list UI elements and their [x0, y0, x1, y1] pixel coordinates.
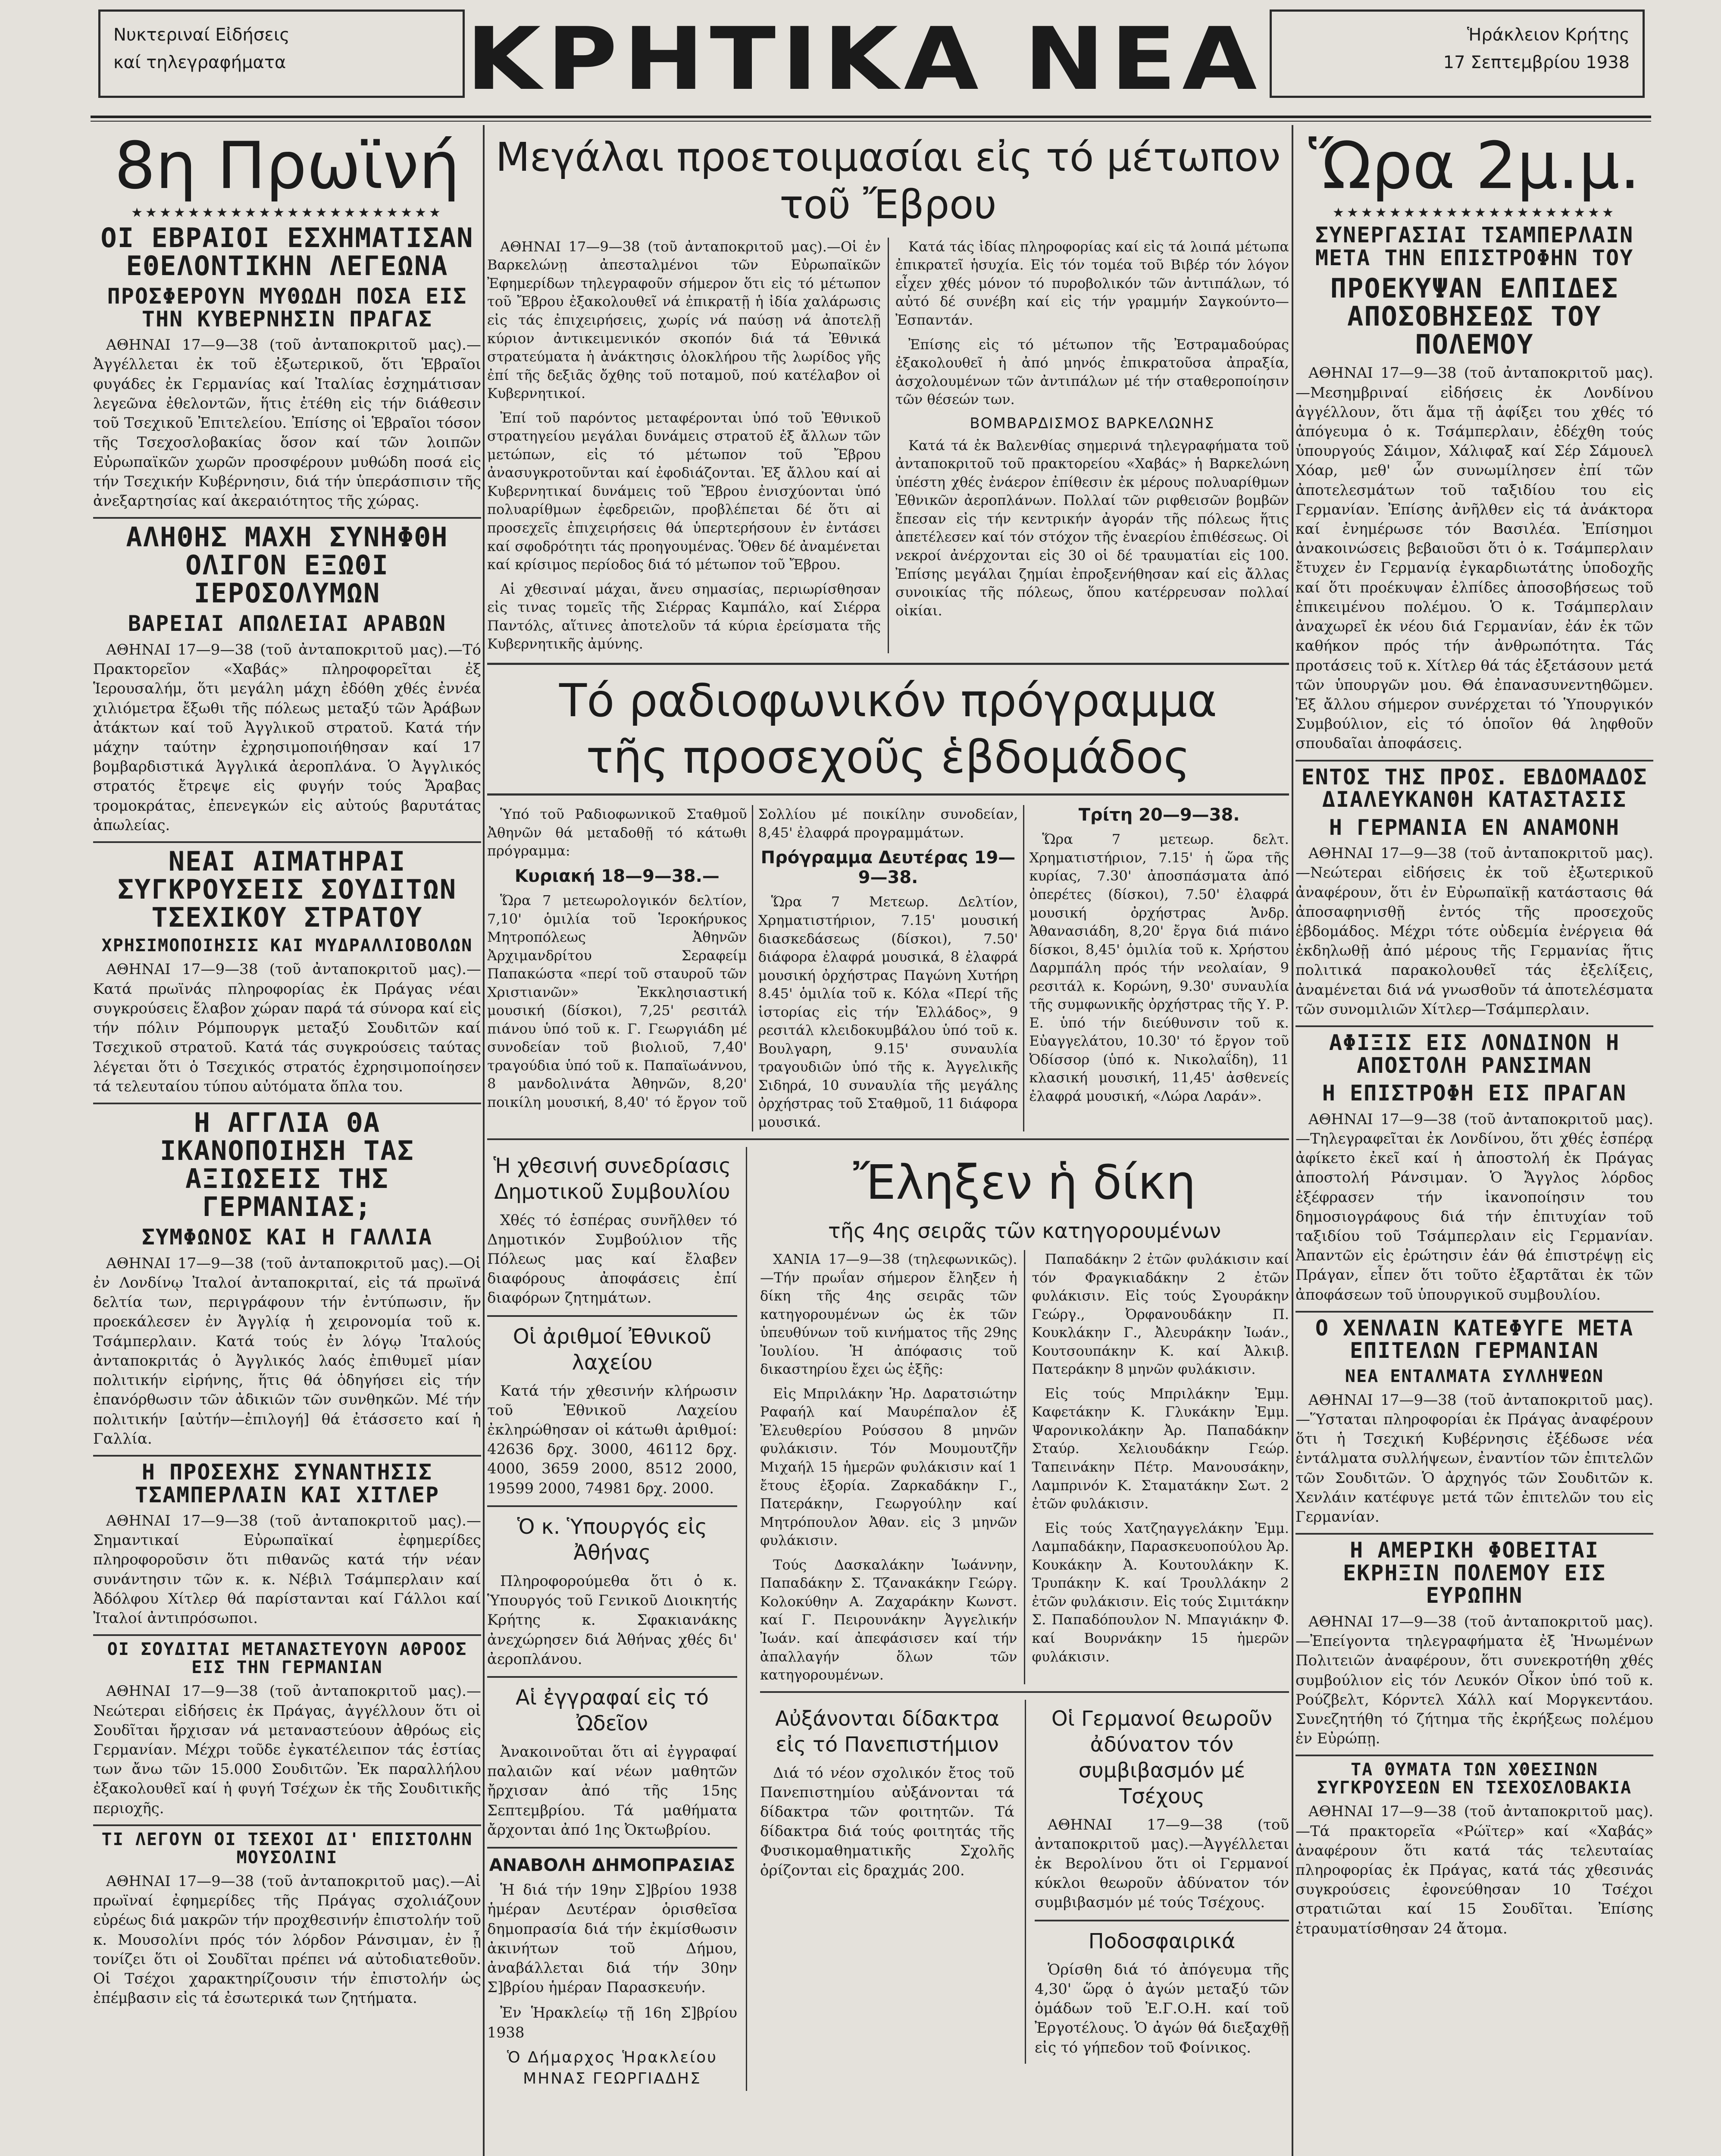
- program-day-heading: Τρίτη 20—9—38.: [1078, 805, 1240, 825]
- article-body: Ὁρίσθη διά τό ἀπόγευμα τῆς 4,30' ὥρᾳ ὁ ἀγών μεταξύ τῶν ὁμάδων τοῦ Ἐ.Γ.Ο.Η. καί τοῦ Ἐργοτέλους. Ὁ ἀγών θά διεξαχθῇ εἰς τό γήπεδον τοῦ Φοίνικος.: [1035, 1961, 1289, 2056]
- masthead-left-line2: καί τηλεγραφήματα: [113, 53, 286, 72]
- article-body: ΑΘΗΝΑΙ 17—9—38 (τοῦ ἀνταποκριτοῦ μας).—Αἱ πρωϊναί ἐφημερίδες τῆς Πράγας σχολιάζουν εὐρέως διά μακρῶν τήν προχθεσινήν ἐπιστολήν τοῦ κ. Μουσολίνι πρός τόν λόρδον Ράνσιμαν, ἐν ᾗ τονίζει ὅτι οἱ Σουδῖται πρέπει νά αὐτοδιατεθοῦν. Οἱ Τσέχοι χαρακτηρίζουσιν τήν ἐπιστολήν ὡς ἐπέμβασιν εἰς τά ἐσωτερικά των ζητήματα.: [93, 1872, 481, 2007]
- radio-program-headline: [487, 663, 1289, 796]
- notice-place-date: Ἐν Ἡρακλείῳ τῇ 16η Σ]βρίου 1938: [487, 2004, 737, 2041]
- article-headline: ΤΙ ΛΕΓΟΥΝ ΟΙ ΤΣΕΧΟΙ ΔΙ' ΕΠΙΣΤΟΛΗΝ ΜΟΥΣΟΛΙΝΙ: [93, 1824, 481, 1867]
- article-headline: Οἱ ἀριθμοί Ἐθνικοῦ λαχείου: [513, 1324, 712, 1375]
- article-headline: ΣΥΝΕΡΓΑΣΙΑΙ ΤΣΑΜΠΕΡΛΑΙΝ ΜΕΤΑ ΤΗΝ ΕΠΙΣΤΡΟΦΗΝ ΤΟΥ: [1315, 222, 1634, 270]
- article-subheading: ΒΟΜΒΑΡΔΙΣΜΟΣ ΒΑΡΚΕΛΩΝΗΣ: [970, 414, 1215, 432]
- tuition-article: [760, 1700, 1014, 2064]
- program-day-heading: Πρόγραμμα Δευτέρας 19—9—38.: [760, 848, 1016, 888]
- lower-section: [487, 1147, 1289, 2091]
- masthead-right-box: [1270, 9, 1645, 98]
- column-middle: [487, 129, 1289, 2156]
- section-rule: [487, 1315, 737, 1317]
- tuition-headline-line1: Αὐξάνονται δίδακτρα: [775, 1706, 999, 1731]
- program-day-heading: Κυριακή 18—9—38.—: [514, 866, 720, 886]
- article-headline: Μεγάλαι προετοιμασίαι εἰς τό μέτωπον τοῦ Ἔβρου: [495, 134, 1281, 228]
- article-body: Τούς Δασκαλάκην Ἰωάννην, Παπαδάκην Σ. Τζανακάκην Γεώργ. Κολοκύθην Α. Ζαχαράκην Κωνστ. καί Γ. Πειρουνάκην Ἀγγελικήν Ἰωάν. καί ἀπεφάσισεν καί τήν ἀπαλλαγήν ὅλων τῶν κατηγορουμένων.: [760, 1556, 1017, 1683]
- masthead-right-line2: 17 Σεπτεμβρίου 1938: [1443, 53, 1630, 72]
- trial-body-columns: [760, 1250, 1289, 1684]
- masthead-right-line1: Ἡράκλειον Κρήτης: [1467, 25, 1630, 45]
- article-body: Ἐπί τοῦ παρόντος μεταφέρονται ὑπό τοῦ Ἐθνικοῦ στρατηγείου μεγάλαι δυνάμεις στρατοῦ ἐξ ἄλλων τῶν μετώπων, εἰς τό μέτωπον τοῦ Ἔβρου ἀνασυγκροτοῦνται καί ἐφοδιάζονται. Ἐξ ἄλλου καί αἱ Κυβερνητικαί δυνάμεις τοῦ Ἔβρου ἐνισχύονται ὑπό πολυαρίθμων ἐφεδρειῶν, προβλέπεται δέ ὅτι αἱ προσεχεῖς ἐπιχειρήσεις θά ὑπερτερήσουν ἐν ἐντάσει καί σφοδρότητι τάς προηγουμένας. Ὅθεν δέ ἀναμένεται καί κρίσιμος περίοδος διά τό μέτωπον τοῦ Ἔβρου.: [487, 409, 881, 573]
- article-subheadline: Η ΕΠΙΣΤΡΟΦΗ ΕΙΣ ΠΡΑΓΑΝ: [1322, 1081, 1627, 1106]
- council-headline-line2: Δημοτικοῦ Συμβουλίου: [494, 1179, 730, 1204]
- column-divider-1: [483, 125, 485, 2156]
- article-subheadline: Η ΓΕΡΜΑΝΙΑ ΕΝ ΑΝΑΜΟΝΗ: [1329, 815, 1620, 840]
- germans-headline-line1: Οἱ Γερμανοί θεωροῦν: [1051, 1706, 1273, 1731]
- column-left: [93, 129, 481, 2156]
- article-body: Κατά τά ἐκ Βαλενθίας σημερινά τηλεγραφήματα τοῦ ἀνταποκριτοῦ τοῦ πρακτορείου «Χαβάς» ἡ Βαρκελώνη ὑπέστη χθές ἐνάερον ἐπίθεσιν ἐκ μέρους πολυαρίθμων Ἐθνικῶν ἀεροπλάνων. Πολλαί τῶν ριφθεισῶν βομβῶν ἔπεσαν εἰς τήν κεντρικήν ἀγοράν τῆς πόλεως ἥτις ἀπετέλεσεν καί τόν στόχον τῆς ἐναερίου ἐπιθέσεως. Οἱ νεκροί ἀνέρχονται εἰς 30 οἱ δέ τραυματίαι εἰς 100. Ἐπίσης μεγάλαι ζημίαι ἐπροξενήθησαν καί εἰς ἄλλας συνοικίας τῆς πόλεως, ὅπου κατέρρευσαν πολλαί οἰκίαι.: [895, 437, 1289, 619]
- germans-headline-line2: ἀδύνατον τόν συμβιβασμόν μέ Τσέχους: [1078, 1732, 1245, 1808]
- article-body: Κατά τήν χθεσινήν κλήρωσιν τοῦ Ἐθνικοῦ Λαχείου ἐκληρώθησαν οἱ κάτωθι ἀριθμοί: 42636 δρχ. 3000, 46112 δρχ. 4000, 3659 2000, 8512 2000, 19599 2000, 74981 δρχ. 2000.: [487, 1382, 737, 1497]
- article-headline: ΑΝΑΒΟΛΗ ΔΗΜΟΠΡΑΣΙΑΣ: [489, 1855, 735, 1876]
- section-rule: [487, 1847, 737, 1849]
- article-body: Κατά τάς ἰδίας πληροφορίας καί εἰς τά λοιπά μέτωπα ἐπικρατεῖ ἡσυχία. Εἰς τόν τομέα τοῦ Βιβέρ τόν λόγον εἶχεν χθές μόνον τό πυροβολικόν τῶν ἀντιπάλων, τό αὐτό δέ συνέβη καί εἰς τήν γραμμήν Σαγκούντο—Ἐσπαντάν.: [895, 238, 1289, 328]
- article-headline: ΤΑ ΘΥΜΑΤΑ ΤΩΝ ΧΘΕΣΙΝΩΝ ΣΥΓΚΡΟΥΣΕΩΝ ΕΝ ΤΣΕΧΟΣΛΟΒΑΚΙΑ: [1295, 1755, 1653, 1797]
- article-body: ΑΘΗΝΑΙ 17—9—38 (τοῦ ἀνταποκριτοῦ μας).—Ἀγγέλλεται ἐκ τοῦ ἐξωτερικοῦ, ὅτι Ἑβραῖοι φυγάδες ἐκ Γερμανίας καί Ἰταλίας ἐσχημάτισαν λεγεῶνα ἐθελοντῶν, ἥτις ἐτέθη εἰς τήν διάθεσιν τοῦ Τσεχικοῦ Ἐπιτελείου. Ἐπίσης οἱ Ἑβραῖοι τόσον τῆς Τσεχοσλοβακίας ὅσον καί τῶν λοιπῶν Εὐρωπαϊκῶν χωρῶν προσφέρουν μυθώδη ποσά εἰς τήν Τσεχικήν Κυβέρνησιν, διά τήν ὑπεράσπισιν τῆς ἀνεξαρτησίας καί ἀκεραιότητος τῆς χώρας.: [93, 336, 481, 510]
- article-body: ΑΘΗΝΑΙ 17—9—38 (τοῦ ἀνταποκριτοῦ μας).—Ἐπείγοντα τηλεγραφήματα ἐξ Ἡνωμένων Πολιτειῶν ἀναφέρουν, ὅτι συνεκροτήθη χθές συμβούλιον εἰς τόν Λευκόν Οἶκον ὑπό τοῦ κ. Ρούζβελτ, Κόρντελ Χάλλ καί Μοργκεντάου. Συνεζητήθη τό ζήτημα τῆς ἐκρήξεως πολέμου ἐν Εὐρώπῃ.: [1295, 1613, 1653, 1748]
- article-headline: [760, 1706, 1014, 1758]
- column-divider-2: [1292, 125, 1293, 2156]
- trial-subheadline: τῆς 4ης σειρᾶς τῶν κατηγορουμένων: [828, 1219, 1221, 1244]
- article-body: Εἰς Μπριλάκην Ἡρ. Δαρατσιώτην Ραφαήλ καί Μαυρέπαλον ἐξ Ἐλευθερίου Ρούσσου 8 μηνῶν φυλάκισιν. Τόν Μουμουτζῆν Μιχαήλ 15 ἡμερῶν φυλάκισιν καί 1 ἔτους ἐξορία. Ζαρκαδάκην Γ., Πατεράκην, Γεωργούλην καί Μητρόπουλον Ἀθαν. εἰς 3 μηνῶν φυλάκισιν.: [760, 1385, 1017, 1549]
- article-headline: Αἱ ἐγγραφαί εἰς τό Ὠδεῖον: [516, 1686, 709, 1736]
- article-body: Ἡ διά τήν 19ην Σ]βρίου 1938 ἡμέραν Δευτέραν ὁρισθεῖσα δημοπρασία διά τήν ἐκμίσθωσιν ἀκινήτων τοῦ Δήμου, ἀναβάλλεται διά τήν 30ην Σ]βρίου ἡμέραν Παρασκευήν.: [487, 1881, 737, 1996]
- article-body: Ὑπό τοῦ Ραδιοφωνικοῦ Σταθμοῦ Ἀθηνῶν θά μεταδοθῇ τό κάτωθι πρόγραμμα:: [487, 806, 747, 859]
- notice-signature-title: Ὁ Δήμαρχος Ἡρακλείου: [507, 2048, 717, 2066]
- section-rule: [760, 1691, 1289, 1693]
- article-subheadline: ΠΡΟΣΦΕΡΟΥΝ ΜΥΘΩΔΗ ΠΟΣΑ ΕΙΣ ΤΗΝ ΚΥΒΕΡΝΗΣΙΝ ΠΡΑΓΑΣ: [107, 284, 467, 332]
- section-rule: [487, 1138, 1289, 1140]
- article-body: ΧΑΝΙΑ 17—9—38 (τηλεφωνικῶς).—Τήν πρωΐαν σήμερον ἔληξεν ἡ δίκη τῆς 4ης σειρᾶς τῶν κατηγορουμένων ὡς ἐκ τῶν ὑπευθύνων τοῦ κινήματος τῆς 29ης Ἰουλίου. Ἡ ἀπόφασις τοῦ δικαστηρίου ἔχει ὡς ἑξῆς:: [760, 1251, 1017, 1378]
- germans-article: [1025, 1700, 1289, 2064]
- morning-edition-header: 8η Πρωϊνή: [114, 129, 460, 204]
- column-right: [1295, 129, 1653, 2156]
- article-headline: Ποδοσφαιρικά: [1088, 1929, 1236, 1953]
- notice-signature-name: ΜΗΝΑΣ ΓΕΩΡΓΙΑΔΗΣ: [523, 2069, 701, 2087]
- article-body: Ἐπίσης εἰς τό μέτωπον τῆς Ἐστραμαδούρας ἐξακολουθεῖ ἡ ἀπό μηνός ἐπικρατοῦσα ἀπραξία, ἀσχολουμένων τῶν ἀντιπάλων μέ τήν σταθεροποίησιν τῶν θέσεών των.: [895, 336, 1289, 408]
- article-body: Ὥρα 7 μετεωρολογικόν δελτίον, 7,10' ὁμιλία τοῦ Ἱεροκήρυκος Μητροπόλεως Ἀθηνῶν Ἀρχιμανδρίτου Σεραφείμ Παπακώστα «περί τοῦ σταυροῦ τῶν Χριστιανῶν» Ἐκκλησιαστική μουσική (δίσκοι), 7,25' ρεσιτάλ πιάνου ὑπό τοῦ κ. Γ. Γεωργιάδη μέ συνοδείαν τοῦ βιολιοῦ, 7,40' τραγούδια ὑπό τοῦ κ. Παπαϊωάννου, 8 μανδολινάτα Ἀθηνῶν, 8,20' ποικίλη μουσική, 8,40' τό ἔργον τοῦ Σολλίου μέ ποικίλην συνοδείαν, 8,45' ἐλαφρά προγραμμάτων.: [487, 806, 1018, 1110]
- article-body: Ὥρα 7 μετεωρ. δελτ. Χρηματιστήριον, 7.15' ἡ ὥρα τῆς κυρίας, 7.30' ἀποσπάσματα ἀπό ὀπερέτες (δίσκοι), 7.50' ἐλαφρά μουσική ὀρχήστρας Ἀνδρ. Ἀθανασιάδη, 8,20' ἔργα διά πιάνο δίσκοι, 8,45' ὁμιλία τοῦ κ. Χρήστου Δαρμπάλη πρός τήν νεολαίαν, 9 ρεσιτάλ κ. Κορώνη, 9.30' συναυλία τῆς συμφωνικῆς ὀρχήστρας τῆς Υ. Ρ. Ε. ὑπό τήν διεύθυνσιν τοῦ κ. Εὐαγγελάτου, 10.30' τό ἔργον τοῦ Ὀδίσσορ (ὑπό κ. Νικολαΐδη), 11 κλασική μουσική, 11,45' ἀσθενείς ἐλαφρά μουσική, «Λώρα Λαράν».: [1029, 831, 1289, 1104]
- article-headline: [1035, 1706, 1289, 1809]
- article-subheadline: ΒΑΡΕΙΑΙ ΑΠΩΛΕΙΑΙ ΑΡΑΒΩΝ: [128, 611, 447, 636]
- article-body: Εἰς τούς Μπριλάκην Ἐμμ. Καφετάκην Κ. Γλυκάκην Ἐμμ. Ψαρονικολάκην Ἀρ. Παπαδάκην Σταύρ. Χελιουδάκην Γεώρ. Ταπεινάκην Πέτρ. Μανουσάκην, Λαμπρινόν Κ. Σταματάκην Σωτ. 2 ἐτῶν φυλάκισιν.: [1032, 1385, 1289, 1512]
- section-rule: [487, 1505, 737, 1507]
- tuition-headline-line2: εἰς τό Πανεπιστήμιον: [776, 1732, 999, 1757]
- article-body: ΑΘΗΝΑΙ 17—9—38 (τοῦ ἀνταποκριτοῦ μας).—Νεώτεραι εἰδήσεις ἐκ Πράγας, ἀγγέλλουν ὅτι οἱ Σουδῖται ἤρχισαν νά μεταναστεύουν ἀθρόως εἰς Γερμανίαν. Μέχρι τοῦδε ἐγκατέλειπον τάς ἑστίας των ἄνω τῶν 15.000 Σουδιτῶν. Ἐκ παραλλήλου ἐξακολουθεῖ καί ἡ φυγή Τσέχων ἐκ τῆς Σουδιτικῆς περιοχῆς.: [93, 1683, 481, 1817]
- article-body: Εἰς τούς Χατζηαγγελάκην Ἐμμ. Λαμπαδάκην, Παρασκευοπούλου Ἀρ. Κουκάκην Ἀ. Κουτουλάκην Κ. Τρυπάκην Κ. καί Τρουλλάκην 2 ἐτῶν φυλάκισιν. Εἰς τούς Σιμιτάκην Σ. Παπαδόπουλον Ν. Μπαγιάκην Φ. καί Βουρνάκην 15 ἡμερῶν φυλάκισιν.: [1032, 1520, 1289, 1665]
- masthead-left-line1: Νυκτεριναί Εἰδήσεις: [113, 25, 290, 45]
- article-body: ΑΘΗΝΑΙ 17—9—38 (τοῦ ἀνταποκριτοῦ μας).—Οἱ ἐν Βαρκελώνῃ ἀπεσταλμένοι τῶν Εὐρωπαϊκῶν Ἐφημερίδων τηλεγραφοῦν σήμερον ὅτι εἰς τό μέτωπον τοῦ Ἔβρου ἐξακολουθεῖ νά ἐπικρατῇ ἡ ἰδία χαλάρωσις εἰς τάς ἐπιχειρήσεις, χωρίς νά παύσῃ νά ἀποτελῇ κύριον ἀντικειμενικόν σκοπόν διά τά Ἐθνικά στρατεύματα ἡ ἀνάκτησις ὁλοκλήρου τῆς λωρίδος γῆς ἐπί τῆς δεξιᾶς ὄχθης τοῦ ποταμοῦ, πού κατέλαβον οἱ Κυβερνητικοί.: [487, 238, 881, 402]
- article-headline: ΑΛΗΘΗΣ ΜΑΧΗ ΣΥΝΗΦΘΗ ΟΛΙΓΟΝ ΕΞΩΘΙ ΙΕΡΟΣΟΛΥΜΩΝ: [93, 517, 481, 607]
- article-headline: ΕΝΤΟΣ ΤΗΣ ΠΡΟΣ. ΕΒΔΟΜΑΔΟΣ ΔΙΑΛΕΥΚΑΝΘΗ ΚΑΤΑΣΤΑΣΙΣ: [1295, 760, 1653, 811]
- article-body: ΑΘΗΝΑΙ 17—9—38 (τοῦ ἀνταποκριτοῦ μας).—Τηλεγραφεῖται ἐκ Λονδίνου, ὅτι χθές ἑσπέρᾳ ἀφίκετο ἐκεῖ καί ἡ ἀποστολή ἐκ Πράγας ἀποστολή Ράνσιμαν. Ὁ Ἄγγλος λόρδος ἐξέφρασεν τήν ἱκανοποίησιν του δημοσιογράφους διά τήν ἐπιτυχίαν τοῦ ταξιδίου τοῦ Τσάμπερλαιν εἰς Γερμανίαν. Ἀπαντῶν εἰς ἐρώτησιν ἐάν θά ἐπιστρέψῃ εἰς Πράγαν, εἶπεν ὅτι τοῦτο ἐξαρτᾶται ἐκ τῶν ἀποφάσεων τοῦ ὑπουργικοῦ συμβουλίου.: [1295, 1110, 1653, 1304]
- masthead-rule: [91, 116, 1651, 118]
- article-body: Διά τό νέον σχολικόν ἔτος τοῦ Πανεπιστημίου αὐξάνονται τά δίδακτρα τῶν φοιτητῶν. Τά δίδακτρα διά τούς φοιτητάς τῆς Φυσικομαθηματικῆς Σχολῆς ὁρίζονται εἰς δραχμάς 200.: [760, 1764, 1014, 1879]
- article-body: Ὥρα 7 Μετεωρ. Δελτίον, Χρηματιστήριον, 7.15' μουσική διασκεδάσεως (δίσκοι), 7.50' διάφορα ἐλαφρά μουσικά, 8 ἐλαφρά μουσική ὀρχήστρας Παγώνη Χυτήρη 8.45' ὁμιλία τοῦ κ. Κόλα «Περί τῆς ἱστορίας εἰς τήν Ἑλλάδος», 9 ρεσιτάλ κλειδοκυμβάλου ὑπό τοῦ κ. Βουλγαρη, 9.15' συναυλία τραγουδιῶν ὑπό τῆς κ. Ἀγγελικῆς Σιδηρά, 10 συναυλία τῆς μεγάλης ὀρχήστρας τοῦ Σταθμοῦ, 11 διάφορα μουσικά.: [758, 893, 1018, 1130]
- radio-headline-line2: τῆς προσεχοῦς ἑβδομάδος: [586, 731, 1190, 784]
- article-body: Πληροφορούμεθα ὅτι ὁ κ. Ὑπουργός τοῦ Γενικοῦ Διοικητής Κρήτης κ. Σφακιανάκης ἀνεχώρησεν διά Ἀθήνας χθές δι' ἀεροπλάνου.: [487, 1572, 737, 1668]
- bottom-articles: [760, 1700, 1289, 2064]
- article-subheadline: ΣΥΜΦΩΝΟΣ ΚΑΙ Η ΓΑΛΛΙΑ: [141, 1225, 433, 1250]
- star-divider: ★★★★★★★★★★★★★★★★★★★★: [1333, 205, 1616, 220]
- article-body-columns: [487, 238, 1289, 653]
- article-body: Παπαδάκην 2 ἐτῶν φυλάκισιν καί τόν Φραγκιαδάκην 2 ἐτῶν φυλάκισιν. Εἰς τούς Σγουράκην Γεώργ., Ὀρφανουδάκην Π. Κουκλάκην Γ., Ἀλευράκην Ἰωάν., Κουτσουπάκην Κ. καί Ἀλκιβ. Πατεράκην 8 μηνῶν φυλάκισιν.: [1032, 1251, 1289, 1378]
- article-body: Αἱ χθεσιναί μάχαι, ἄνευ σημασίας, περιωρίσθησαν εἰς τινας τομεῖς τῆς Σιέρρας Καμπάλο, καί Σιέρρα Παντόλς, αἵτινες ἀποτελοῦν τά κύρια ἐρείσματα τῆς Κυβερνητικῆς ἀμύνης.: [487, 580, 881, 652]
- masthead-left-box: [98, 9, 465, 98]
- article-headline: [487, 1153, 737, 1205]
- article-headline: ΟΙ ΕΒΡΑΙΟΙ ΕΣΧΗΜΑΤΙΣΑΝ ΕΘΕΛΟΝΤΙΚΗΝ ΛΕΓΕΩΝΑ: [100, 222, 474, 282]
- article-headline: Η ΠΡΟΣΕΧΗΣ ΣΥΝΑΝΤΗΣΙΣ ΤΣΑΜΠΕΡΛΑΙΝ ΚΑΙ ΧΙΤΛΕΡ: [93, 1455, 481, 1506]
- article-body: ΑΘΗΝΑΙ 17—9—38 (τοῦ ἀνταποκριτοῦ μας).—Τά πρακτορεῖα «Ρώϊτερ» καί «Χαβάς» ἀναφέρουν ὅτι κατά τάς τελευταίας πληροφορίας ἐκ Πράγας, κατά τάς χθεσινάς συγκρούσεις ἐφονεύθησαν 10 Τσέχοι στρατιῶται καί 15 Σουδῖται. Ἐπίσης ἐτραυματίσθησαν 24 ἄτομα.: [1295, 1803, 1653, 1937]
- article-body: ΑΘΗΝΑΙ 17—9—38 (τοῦ ἀνταποκριτοῦ μας).—Κατά πρωϊνάς πληροφορίας ἐκ Πράγας νέαι συγκρούσεις ἔλαβον χώραν παρά τά σύνορα καί εἰς τήν πόλιν Ρόμπουργκ μεταξύ Σουδιτῶν καί Τσεχικοῦ στρατοῦ. Κατά τάς συγκρούσεις ταύτας λέγεται ὅτι ὁ Τσεχικός στρατός ἐχρησιμοποίησεν τά τελευταίου τύπου αὐτόματα ὅπλα του.: [93, 961, 481, 1095]
- article-body: ΑΘΗΝΑΙ 17—9—38 (τοῦ ἀνταποκριτοῦ μας).—Ὕσταται πληροφορίαι ἐκ Πράγας ἀναφέρουν ὅτι ἡ Τσεχική Κυβέρνησις ἐξέδωσε νέα ἐντάλματα συλλήψεων, ἐναντίον τῶν ἐπιτελῶν τῶν Σουδιτῶν. Ὁ ἀρχηγός τῶν Σουδιτῶν κ. Χενλάιν κατέφυγε μετά τῶν ἐπιτελῶν του εἰς Γερμανίαν.: [1295, 1391, 1653, 1526]
- article-subheadline: ΧΡΗΣΙΜΟΠΟΙΗΣΙΣ ΚΑΙ ΜΥΔΡΑΛΛΙΟΒΟΛΩΝ: [101, 936, 473, 956]
- article-headline: Ο ΧΕΝΛΑΙΝ ΚΑΤΕΦΥΓΕ ΜΕΤΑ ΕΠΙΤΕΛΩΝ ΓΕΡΜΑΝΙΑΝ: [1295, 1311, 1653, 1362]
- section-rule: [487, 1676, 737, 1678]
- article-body: ΑΘΗΝΑΙ 17—9—38 (τοῦ ἀνταποκριτοῦ μας).—Ἀγγέλλεται ἐκ Βερολίνου ὅτι οἱ Γερμανοί κύκλοι θεωροῦν ἀδύνατον τόν συμβιβασμόν μέ τούς Τσέχους.: [1035, 1816, 1289, 1912]
- radio-program-columns: [487, 805, 1289, 1131]
- council-headline-line1: Ἡ χθεσινή συνεδρίασις: [493, 1153, 731, 1178]
- article-subheadline: ΠΡΟΕΚΥΨΑΝ ΕΛΠΙΔΕΣ ΑΠΟΣΟΒΗΣΕΩΣ ΤΟΥ ΠΟΛΕΜΟΥ: [1330, 273, 1619, 360]
- article-body: Χθές τό ἑσπέρας συνῆλθεν τό Δημοτικόν Συμβούλιον τῆς Πόλεως μας καί ἔλαβεν διαφόρους ἀποφάσεις ἐπί διαφόρων ζητημάτων.: [487, 1211, 737, 1307]
- article-headline: Η ΑΜΕΡΙΚΗ ΦΟΒΕΙΤΑΙ ΕΚΡΗΞΙΝ ΠΟΛΕΜΟΥ ΕΙΣ ΕΥΡΩΠΗΝ: [1295, 1533, 1653, 1607]
- radio-headline-line1: Τό ραδιοφωνικόν πρόγραμμα: [559, 674, 1217, 727]
- article-body: ΑΘΗΝΑΙ 17—9—38 (τοῦ ἀνταποκριτοῦ μας).—Μεσημβριναί εἰδήσεις ἐκ Λονδίνου ἀγγέλλουν, ὅτι ἅμα τῇ ἀφίξει του χθές τό ἀπόγευμα ὁ κ. Τσάμπερλαιν, ἐδέχθη τούς ὑπουργούς Σάιμον, Χάλιφαξ καί Σέρ Σάμουελ Χόαρ, μεθ' ὧν συνωμίλησεν ἐπί τῶν ἀποτελεσμάτων τοῦ ταξιδίου του εἰς Γερμανίαν. Ἐπίσης ἀνῆλθεν εἰς τά ἀνάκτορα καί ἐνημέρωσε τόν Βασιλέα. Ἐπίσημοι ἀνακοινώσεις βεβαιοῦσι ὅτι ὁ κ. Τσάμπερλαιν ἔτυχεν ἐν Γερμανίᾳ ἐγκαρδιωτάτης ὑποδοχῆς καί ὅτι προέκυψαν ἐλπίδες ἀποσοβήσεως τοῦ ἐπικειμένου πολέμου. Ὁ κ. Τσάμπερλαιν ἀναχωρεῖ ἐκ νέου διά Γερμανίαν, ἐάν ἐκ τῶν καθήκον πρός τήν ἀνθρωπότητα. Τάς προτάσεις τοῦ κ. Χίτλερ θά τάς ἐξετάσουν μετά τῶν ὑπουργῶν μου. Θά ἐπανασυνεντηθῶμεν. Ἐξ ἄλλου σήμερον συνέρχεται τό Ὑπουργικόν Συμβούλιον, εἰς τό ὁποῖον θά ληφθοῦν σπουδαῖαι ἀποφάσεις.: [1295, 364, 1653, 752]
- afternoon-edition-header: Ὥρα 2μ.μ.: [1308, 129, 1640, 204]
- article-headline: ΟΙ ΣΟΥΔΙΤΑΙ ΜΕΤΑΝΑΣΤΕΥΟΥΝ ΑΘΡΟΟΣ ΕΙΣ ΤΗΝ ΓΕΡΜΑΝΙΑΝ: [93, 1634, 481, 1677]
- article-headline: ΝΕΑΙ ΑΙΜΑΤΗΡΑΙ ΣΥΓΚΡΟΥΣΕΙΣ ΣΟΥΔΙΤΩΝ ΤΣΕΧΙΚΟΥ ΣΤΡΑΤΟΥ: [93, 841, 481, 931]
- article-body: ΑΘΗΝΑΙ 17—9—38 (τοῦ ἀνταποκριτοῦ μας).—Οἱ ἐν Λονδίνῳ Ἰταλοί ἀνταποκριταί, εἰς τά πρωϊνά δελτία των, περιγράφουν τήν ἐντύπωσιν, ἥν προεκάλεσεν ἐν Ἀγγλίᾳ ἡ χειρονομία τοῦ κ. Τσάμπερλαιν. Κατά τούς ἐν λόγῳ Ἰταλούς ἀνταποκριτάς ὁ Ἀγγλικός λαός ἐπιθυμεῖ μίαν πολιτικήν εἰρήνης, ἥτις θά ὁδηγήσει εἰς τήν ἐπανόρθωσιν τῶν ἀδικιῶν τῶν συνθηκῶν. Μέ τήν πολιτικήν [αὐτήν—ἐπιλογή] θά ἐτάσσετο καί ἡ Γαλλία.: [93, 1254, 481, 1448]
- article-headline: Η ΑΓΓΛΙΑ ΘΑ ΙΚΑΝΟΠΟΙΗΣΗ ΤΑΣ ΑΞΙΩΣΕΙΣ ΤΗΣ ΓΕΡΜΑΝΙΑΣ;: [93, 1103, 481, 1221]
- trial-headline: Ἔληξεν ἡ δίκη: [853, 1154, 1196, 1210]
- article-body: ΑΘΗΝΑΙ 17—9—38 (τοῦ ἀνταποκριτοῦ μας).—Τό Πρακτορεῖον «Χαβάς» πληροφορεῖται ἐξ Ἱερουσαλήμ, ὅτι μεγάλη μάχη ἐδόθη χθές ἐννέα χιλιόμετρα ἔξωθι τῆς πόλεως μεταξύ τῶν Ἀράβων ἀτάκτων καί τοῦ Ἀγγλικοῦ στρατοῦ. Κατά τήν μάχην ταύτην ἐχρησιμοποιήθησαν καί 17 βομβαρδιστικά Ἀγγλικά ἀεροπλάνα. Ὁ Ἀγγλικός στρατός ἔτρεψε εἰς φυγήν τούς Ἄραβας τρομοκράτας, ἐπενεγκών εἰς αὐτούς βαρυτάτας ἀπωλείας.: [93, 641, 481, 834]
- section-rule: [1035, 1920, 1289, 1921]
- masthead-rule-thin: [91, 121, 1651, 122]
- masthead-title: ΚΡΗΤΙΚΑ ΝΕΑ: [466, 9, 1263, 110]
- article-body: Ἀνακοινοῦται ὅτι αἱ ἐγγραφαί παλαιῶν καί νέων μαθητῶν ἤρχισαν ἀπό τῆς 15ης Σεπτεμβρίου. Τά μαθήματα ἄρχονται ἀπό 1ης Ὀκτωβρίου.: [487, 1743, 737, 1839]
- article-body: ΑΘΗΝΑΙ 17—9—38 (τοῦ ἀνταποκριτοῦ μας).—Σημαντικαί Εὐρωπαϊκαί ἐφημερίδες πληροφοροῦσιν ὅτι πιθανῶς κατά τήν νέαν συνάντησιν τῶν κ. κ. Νέβιλ Τσάμπερλαιν καί Ἀδόλφου Χίτλερ θά παρίστανται καί Γάλλοι καί Ἰταλοί ἀντιπρόσωποι.: [93, 1512, 481, 1627]
- star-divider: ★★★★★★★★★★★★★★★★★★★★★★: [131, 205, 443, 220]
- article-headline: ΑΦΙΞΙΣ ΕΙΣ ΛΟΝΔΙΝΟΝ Η ΑΠΟΣΤΟΛΗ ΡΑΝΣΙΜΑΝ: [1295, 1025, 1653, 1077]
- lower-right-column: [760, 1147, 1289, 2091]
- lower-left-column: [487, 1147, 747, 2091]
- article-subheadline: ΝΕΑ ΕΝΤΑΛΜΑΤΑ ΣΥΛΛΗΨΕΩΝ: [1345, 1366, 1604, 1386]
- article-headline: Ὁ κ. Ὑπουργός εἰς Ἀθήνας: [517, 1514, 707, 1565]
- article-body: ΑΘΗΝΑΙ 17—9—38 (τοῦ ἀνταποκριτοῦ μας).—Νεώτεραι εἰδήσεις ἐκ τοῦ ἐξωτερικοῦ ἀναφέρουν, ὅτι ἐν Εὐρωπαϊκῇ κατάστασις θά ἀποσαφηνισθῇ ἐντός τῆς προσεχοῦς ἑβδομάδος. Μέχρι τότε οὐδεμία ἐνέργεια θά ἐκδηλωθῇ ἀπό μέρους τῆς Γερμανίας ἥτις πολιτικά παρακολουθεῖ τάς ἐξελίξεις, ἀναμένεται διά νά γνωσθοῦν τά ἀποτελέσματα τῶν συνομιλιῶν Χίτλερ—Τσάμπερλαιν.: [1295, 845, 1653, 1018]
